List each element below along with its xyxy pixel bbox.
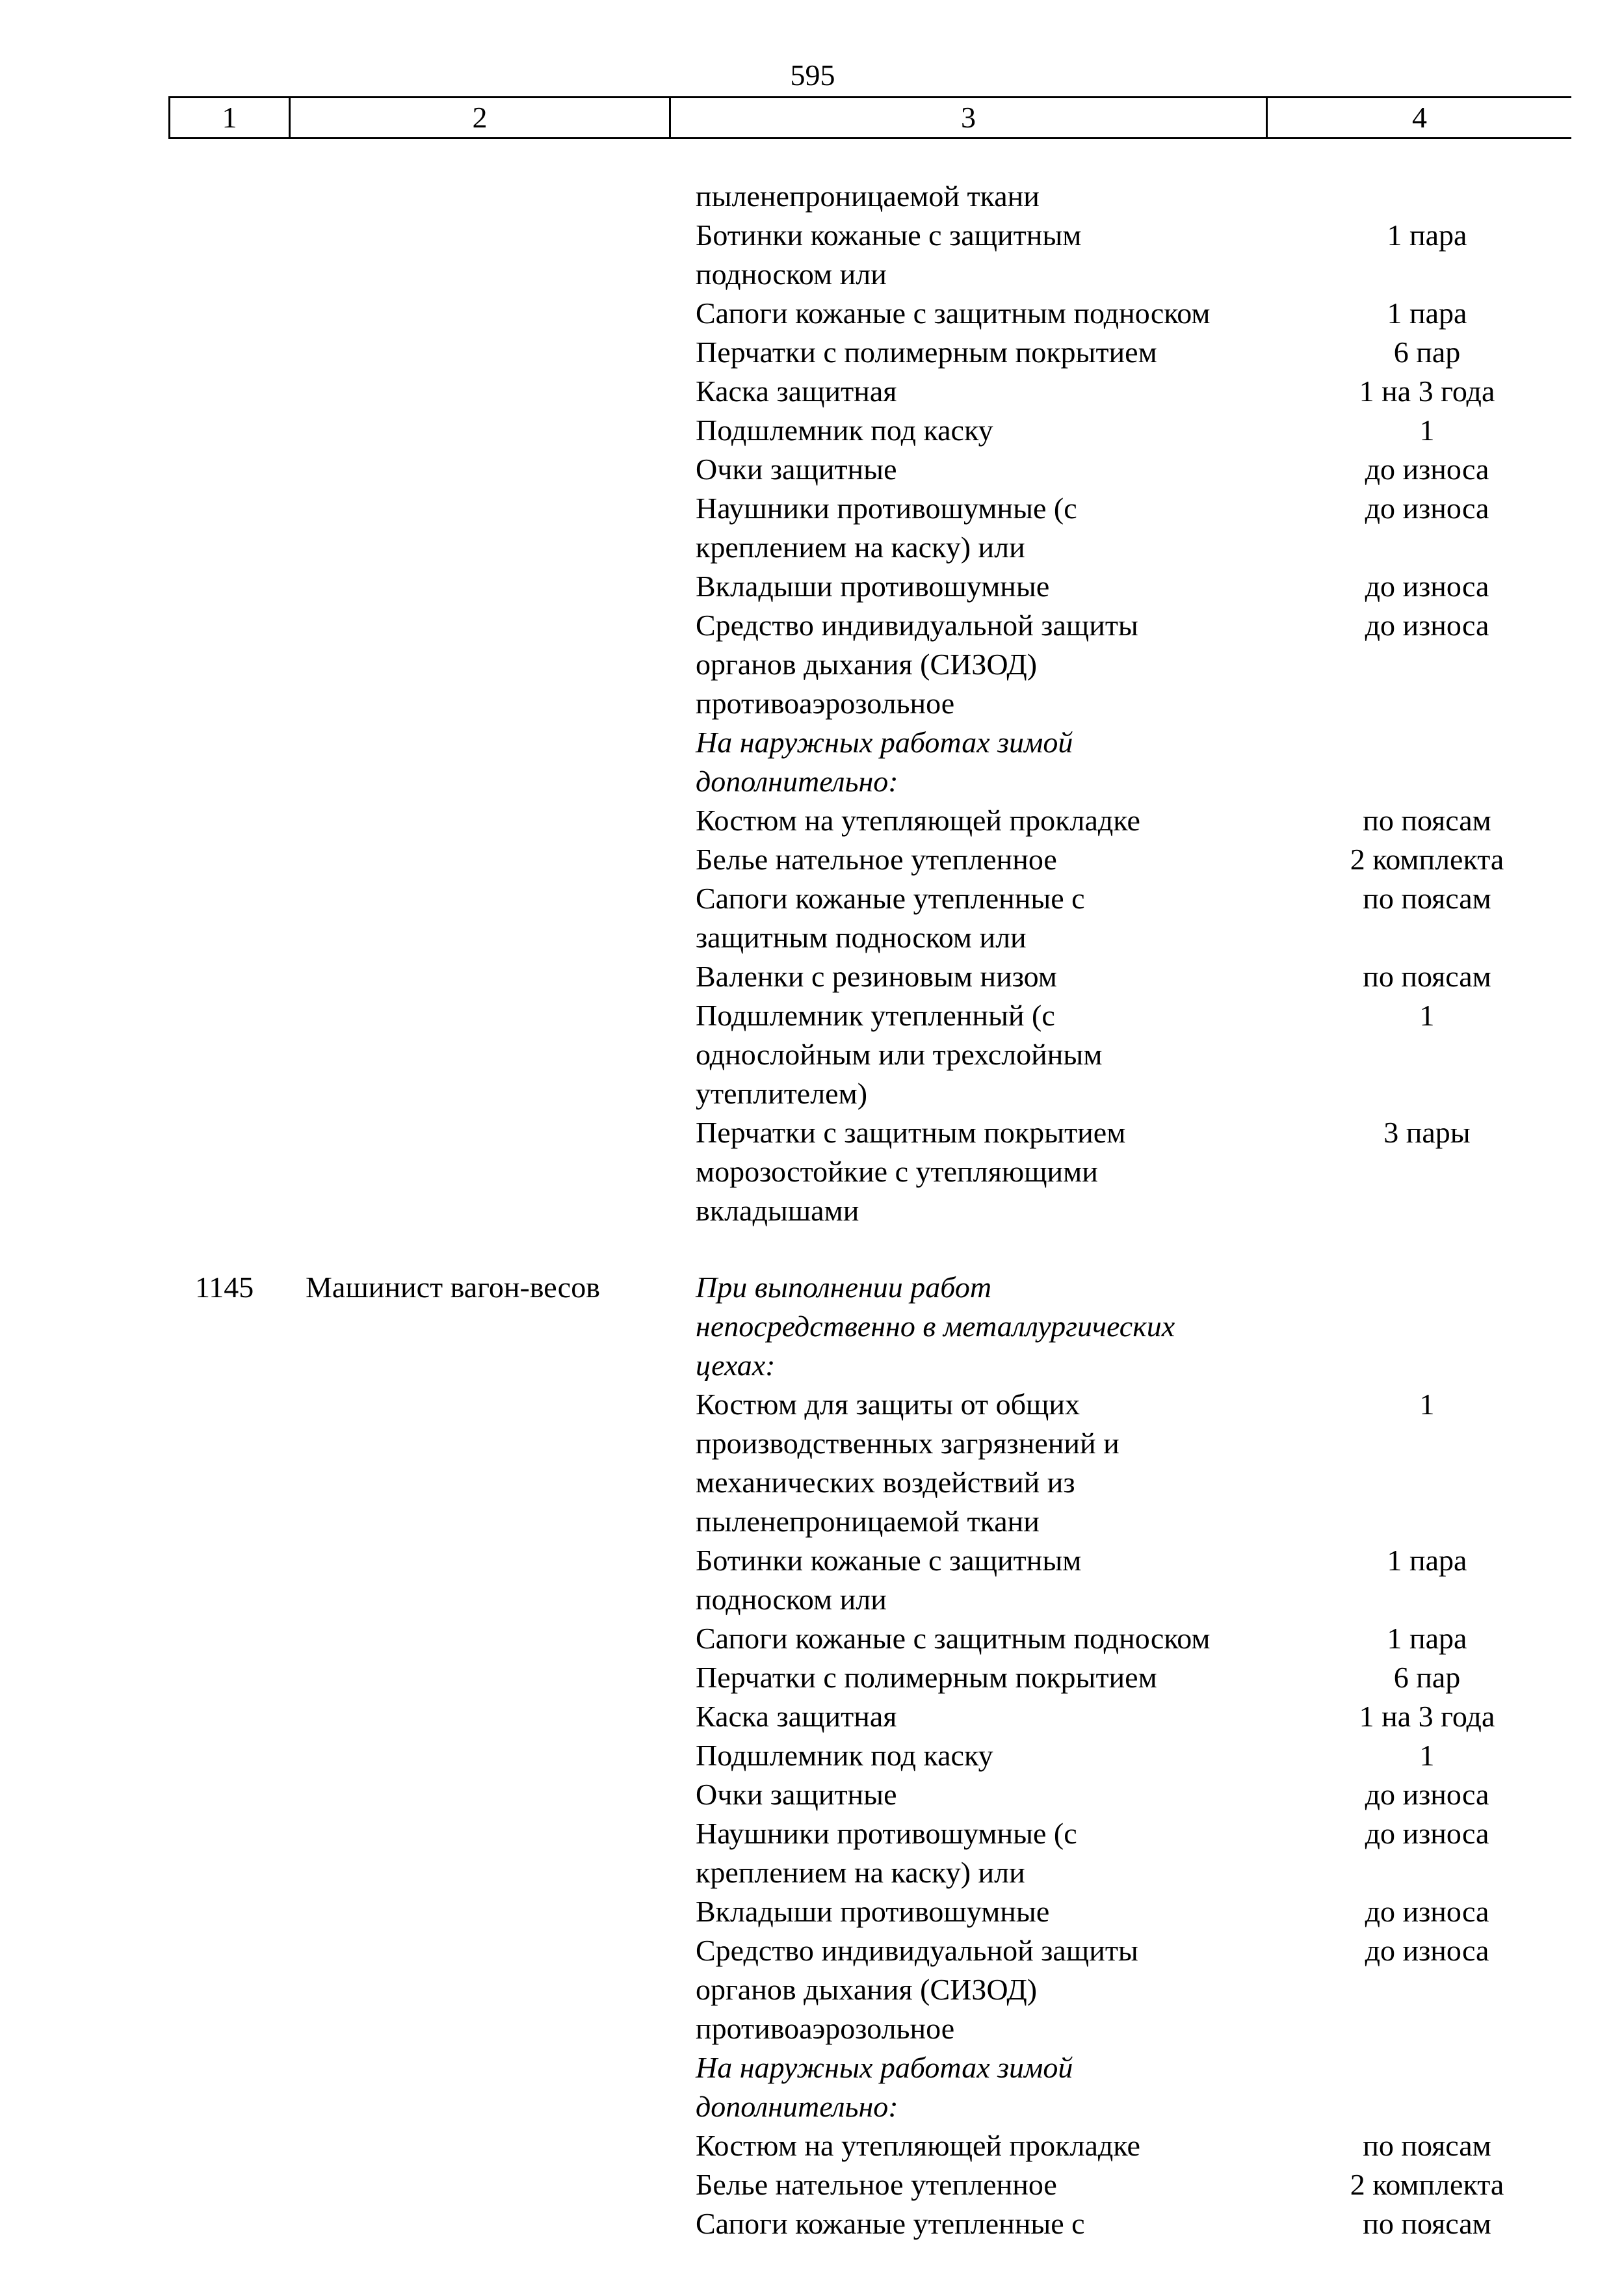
cell-item: органов дыхания (СИЗОД) xyxy=(696,648,1038,681)
cell-item: механических воздействий из xyxy=(696,1466,1075,1499)
table-row xyxy=(0,2126,1624,2165)
table-row xyxy=(0,957,1624,996)
table-row xyxy=(0,1697,1624,1736)
table-row xyxy=(0,1541,1624,1580)
cell-item: дополнительно: xyxy=(696,765,898,798)
cell-profession: Машинист вагон-весов xyxy=(306,1271,600,1304)
cell-item: Средство индивидуальной защиты xyxy=(696,609,1138,642)
cell-norm: по поясам xyxy=(1363,882,1491,915)
cell-norm: 1 xyxy=(1419,1388,1435,1421)
cell-norm: до износа xyxy=(1365,570,1489,603)
header-col-3: 3 xyxy=(961,101,976,134)
table-row xyxy=(0,2165,1624,2204)
cell-item: креплением на каску) или xyxy=(696,1856,1025,1889)
cell-item: При выполнении работ xyxy=(696,1271,992,1304)
cell-item: Очки защитные xyxy=(696,1778,897,1811)
header-col-2: 2 xyxy=(472,101,488,134)
table-row xyxy=(0,1931,1624,1970)
page-number: 595 xyxy=(790,59,835,92)
cell-norm: до износа xyxy=(1365,453,1489,486)
header-col-1: 1 xyxy=(222,101,237,134)
cell-norm: до износа xyxy=(1365,1778,1489,1811)
cell-norm: по поясам xyxy=(1363,804,1491,837)
table-row xyxy=(0,1892,1624,1931)
cell-item: Подшлемник под каску xyxy=(696,1739,993,1772)
table-row xyxy=(0,879,1624,918)
cell-norm: 1 пара xyxy=(1387,1544,1467,1577)
table-row xyxy=(0,216,1624,255)
table-row xyxy=(0,1074,1624,1113)
table-row xyxy=(0,606,1624,645)
cell-item: Наушники противошумные (с xyxy=(696,492,1077,525)
cell-item: Белье нательное утепленное xyxy=(696,843,1057,876)
table-row xyxy=(0,723,1624,762)
table-row xyxy=(0,2009,1624,2048)
cell-norm: по поясам xyxy=(1363,2207,1491,2240)
cell-norm: до износа xyxy=(1365,609,1489,642)
cell-item: подноском или xyxy=(696,1583,887,1616)
table-row xyxy=(0,1307,1624,1346)
cell-item: вкладышами xyxy=(696,1194,859,1227)
cell-item: Каска защитная xyxy=(696,375,897,408)
table-row xyxy=(0,528,1624,567)
table-row xyxy=(0,1853,1624,1892)
cell-norm: 2 комплекта xyxy=(1350,843,1504,876)
table-row xyxy=(0,1268,1624,1307)
cell-item: Перчатки с полимерным покрытием xyxy=(696,1661,1157,1694)
cell-item: На наружных работах зимой xyxy=(696,726,1073,759)
row-spacer xyxy=(0,1230,1624,1268)
cell-item: Белье нательное утепленное xyxy=(696,2168,1057,2201)
cell-item: органов дыхания (СИЗОД) xyxy=(696,1973,1038,2006)
cell-item: Сапоги кожаные с защитным подноском xyxy=(696,297,1211,330)
table-row xyxy=(0,1152,1624,1191)
cell-item: Подшлемник утепленный (с xyxy=(696,999,1055,1032)
table-row xyxy=(0,1113,1624,1152)
cell-item: защитным подноском или xyxy=(696,921,1027,954)
cell-norm: 1 xyxy=(1419,1739,1435,1772)
table-row xyxy=(0,1424,1624,1463)
cell-number: 1145 xyxy=(195,1271,254,1304)
cell-norm: 1 на 3 года xyxy=(1359,1700,1495,1733)
cell-item: Костюм для защиты от общих xyxy=(696,1388,1080,1421)
table-row xyxy=(0,1736,1624,1775)
cell-item: креплением на каску) или xyxy=(696,531,1025,564)
table-row xyxy=(0,1658,1624,1697)
table-row xyxy=(0,1502,1624,1541)
cell-norm: до износа xyxy=(1365,1817,1489,1850)
cell-item: непосредственно в металлургических xyxy=(696,1310,1175,1343)
table-row xyxy=(0,2048,1624,2087)
table-row xyxy=(0,684,1624,723)
cell-norm: до износа xyxy=(1365,1895,1489,1928)
cell-item: дополнительно: xyxy=(696,2090,898,2123)
cell-item: Сапоги кожаные с защитным подноском xyxy=(696,1622,1211,1655)
table-row xyxy=(0,645,1624,684)
table-row xyxy=(0,1580,1624,1619)
cell-norm: 1 xyxy=(1419,414,1435,447)
table-row xyxy=(0,489,1624,528)
table-row xyxy=(0,1385,1624,1424)
cell-item: однослойным или трехслойным xyxy=(696,1038,1103,1071)
cell-norm: по поясам xyxy=(1363,2129,1491,2162)
cell-norm: до износа xyxy=(1365,1934,1489,1967)
table-row xyxy=(0,840,1624,879)
cell-item: Перчатки с защитным покрытием xyxy=(696,1116,1126,1149)
cell-item: Подшлемник под каску xyxy=(696,414,993,447)
table-row xyxy=(0,567,1624,606)
cell-item: подноском или xyxy=(696,257,887,291)
cell-norm: 1 на 3 года xyxy=(1359,375,1495,408)
cell-item: противоаэрозольное xyxy=(696,687,955,720)
table-row xyxy=(0,1191,1624,1230)
table-row xyxy=(0,1619,1624,1658)
table-row xyxy=(0,1814,1624,1853)
table-row xyxy=(0,294,1624,333)
cell-item: Сапоги кожаные утепленные с xyxy=(696,2207,1085,2240)
cell-norm: 6 пар xyxy=(1393,336,1461,369)
table-row xyxy=(0,450,1624,489)
table-header xyxy=(170,96,1571,139)
table-row xyxy=(0,2087,1624,2126)
cell-norm: 3 пары xyxy=(1383,1116,1471,1149)
cell-item: пыленепроницаемой ткани xyxy=(696,179,1040,213)
cell-item: Ботинки кожаные с защитным xyxy=(696,1544,1082,1577)
table-row xyxy=(0,1775,1624,1814)
table-row xyxy=(0,996,1624,1035)
cell-item: утеплителем) xyxy=(696,1077,868,1110)
cell-item: Наушники противошумные (с xyxy=(696,1817,1077,1850)
cell-item: Каска защитная xyxy=(696,1700,897,1733)
table-row xyxy=(0,1970,1624,2009)
table-row xyxy=(0,918,1624,957)
cell-norm: по поясам xyxy=(1363,960,1491,993)
cell-item: Сапоги кожаные утепленные с xyxy=(696,882,1085,915)
cell-norm: 1 пара xyxy=(1387,218,1467,252)
cell-item: Средство индивидуальной защиты xyxy=(696,1934,1138,1967)
table-row xyxy=(0,1346,1624,1385)
table-row xyxy=(0,411,1624,450)
cell-norm: 1 пара xyxy=(1387,297,1467,330)
cell-item: Вкладыши противошумные xyxy=(696,570,1050,603)
cell-item: Очки защитные xyxy=(696,453,897,486)
cell-item: морозостойкие с утепляющими xyxy=(696,1155,1098,1188)
table-row xyxy=(0,762,1624,801)
cell-norm: до износа xyxy=(1365,492,1489,525)
table-body xyxy=(0,177,1624,2243)
cell-item: Костюм на утепляющей прокладке xyxy=(696,2129,1140,2162)
cell-item: Валенки с резиновым низом xyxy=(696,960,1057,993)
table-row xyxy=(0,1035,1624,1074)
header-col-4: 4 xyxy=(1412,101,1427,134)
table-row xyxy=(0,1463,1624,1502)
cell-norm: 1 xyxy=(1419,999,1435,1032)
cell-item: На наружных работах зимой xyxy=(696,2051,1073,2084)
cell-item: производственных загрязнений и xyxy=(696,1427,1120,1460)
cell-item: Перчатки с полимерным покрытием xyxy=(696,336,1157,369)
table-row xyxy=(0,177,1624,216)
cell-item: Костюм на утепляющей прокладке xyxy=(696,804,1140,837)
cell-item: Вкладыши противошумные xyxy=(696,1895,1050,1928)
table-row xyxy=(0,255,1624,294)
table-row xyxy=(0,333,1624,372)
cell-norm: 2 комплекта xyxy=(1350,2168,1504,2201)
cell-norm: 6 пар xyxy=(1393,1661,1461,1694)
cell-norm: 1 пара xyxy=(1387,1622,1467,1655)
table-row xyxy=(0,2204,1624,2243)
table-row xyxy=(0,801,1624,840)
cell-item: цехах: xyxy=(696,1349,776,1382)
table-row xyxy=(0,372,1624,411)
cell-item: противоаэрозольное xyxy=(696,2012,955,2045)
cell-item: Ботинки кожаные с защитным xyxy=(696,218,1082,252)
cell-item: пыленепроницаемой ткани xyxy=(696,1505,1040,1538)
